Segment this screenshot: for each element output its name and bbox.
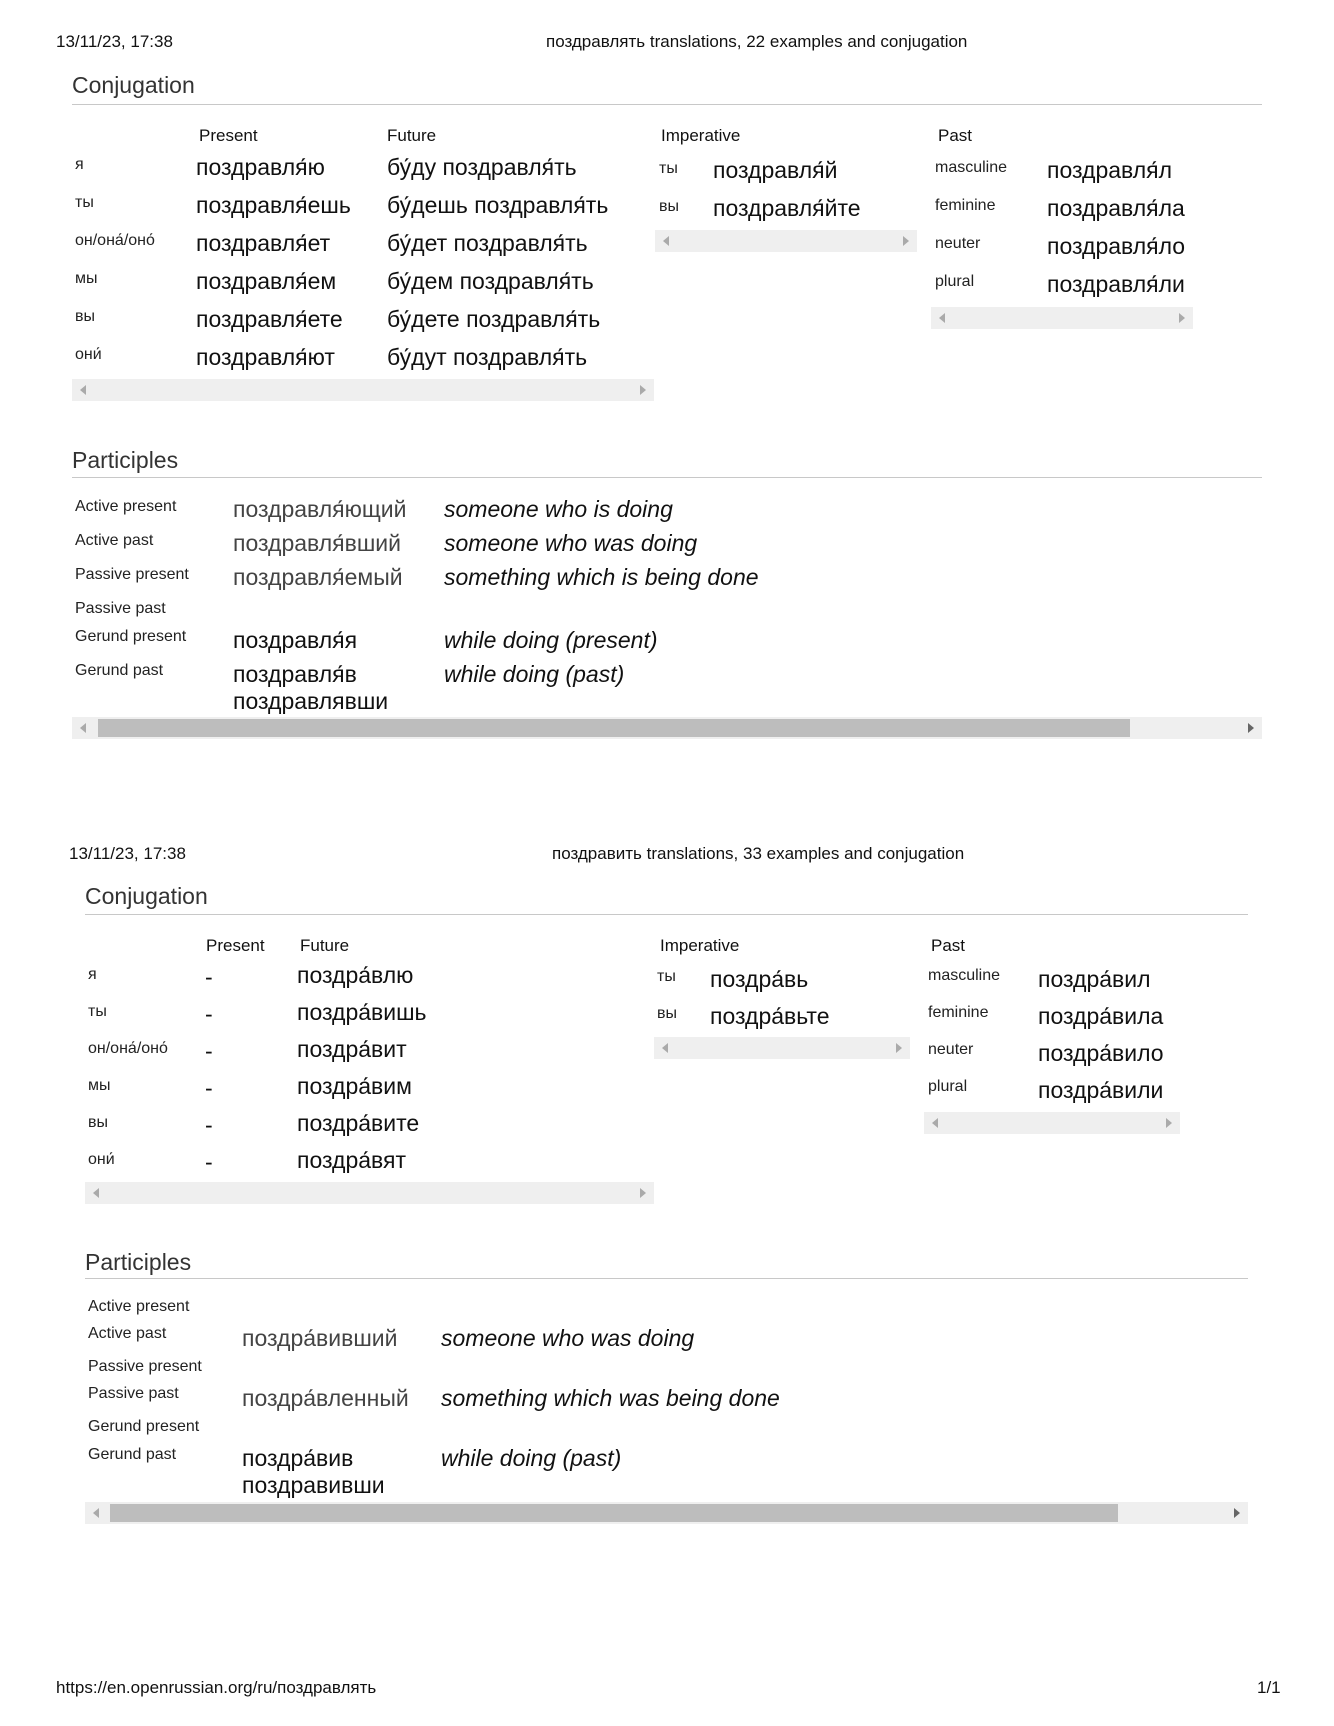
past-label: neuter — [928, 1041, 974, 1058]
future-form: поздра́вят — [297, 1147, 406, 1173]
col-header-past: Past — [931, 936, 966, 955]
print-page-title: поздравлять translations, 22 examples and conjugation — [546, 32, 968, 51]
col-header-past: Past — [938, 126, 973, 145]
scroll-left-icon[interactable] — [939, 313, 945, 323]
future-form: бу́дешь поздравля́ть — [387, 192, 609, 218]
future-form: бу́дете поздравля́ть — [387, 306, 601, 332]
past-label: feminine — [935, 197, 996, 214]
past-form: поздравля́ла — [1047, 195, 1185, 221]
past-label: plural — [928, 1078, 968, 1095]
participle-form: поздравля́ющий — [233, 496, 407, 522]
conjugation-scrollbar[interactable] — [85, 1182, 654, 1204]
participle-meaning: someone who was doing — [441, 1325, 695, 1351]
participle-meaning: something which was being done — [441, 1385, 780, 1411]
participle-meaning: while doing (present) — [444, 627, 658, 653]
present-form: - — [205, 1112, 213, 1138]
conjugation-heading: Conjugation — [72, 72, 195, 98]
col-header-present: Present — [206, 936, 265, 955]
participle-label: Gerund present — [75, 628, 187, 645]
participle-form: поздравля́я — [233, 627, 358, 653]
participle-form: поздра́вив — [242, 1445, 354, 1471]
imperative-form: поздравля́й — [713, 157, 838, 183]
past-label: masculine — [935, 159, 1008, 176]
participle-meaning: while doing (past) — [441, 1445, 622, 1471]
scroll-left-icon[interactable] — [662, 1043, 668, 1053]
pronoun: вы — [659, 198, 679, 215]
col-header-imperative: Imperative — [660, 936, 740, 955]
scroll-left-icon[interactable] — [80, 385, 86, 395]
imperative-form: поздра́вь — [710, 966, 809, 992]
scroll-left-icon[interactable] — [80, 723, 86, 733]
scroll-right-icon[interactable] — [903, 236, 909, 246]
pronoun: ты — [88, 1003, 107, 1020]
scrollbar-thumb[interactable] — [98, 719, 1130, 737]
scrollbar-thumb[interactable] — [110, 1504, 1118, 1522]
future-form: поздра́влю — [297, 962, 414, 988]
participle-form: поздравля́емый — [233, 564, 403, 590]
participle-form: поздра́вленный — [242, 1385, 409, 1411]
heading-divider — [72, 104, 1262, 105]
pronoun: он/она́/оно́ — [75, 232, 155, 249]
pronoun: они́ — [88, 1151, 115, 1168]
present-form: - — [205, 1001, 213, 1027]
past-label: masculine — [928, 967, 1001, 984]
print-datetime: 13/11/23, 17:38 — [56, 32, 173, 51]
participles-scrollbar[interactable] — [85, 1502, 1248, 1524]
participle-form: поздравля́вший — [233, 530, 401, 556]
col-header-imperative: Imperative — [661, 126, 741, 145]
participles-scrollbar[interactable] — [72, 717, 1262, 739]
scroll-left-icon[interactable] — [93, 1508, 99, 1518]
pronoun: мы — [75, 270, 98, 287]
present-form: - — [205, 964, 213, 990]
scroll-right-icon[interactable] — [640, 385, 646, 395]
future-form: поздра́вим — [297, 1073, 412, 1099]
participle-form: поздра́вивший — [242, 1325, 398, 1351]
future-form: бу́дет поздравля́ть — [387, 230, 588, 256]
scroll-right-icon[interactable] — [1234, 1508, 1240, 1518]
scroll-left-icon[interactable] — [93, 1188, 99, 1198]
past-label: neuter — [935, 235, 981, 252]
conjugation-scrollbar[interactable] — [72, 379, 654, 401]
pronoun: вы — [88, 1114, 108, 1131]
imperative-scrollbar[interactable] — [654, 1037, 910, 1059]
imperative-form: поздра́вьте — [710, 1003, 830, 1029]
participle-label: Gerund past — [88, 1446, 177, 1463]
present-form: поздравля́ем — [196, 268, 337, 294]
past-form: поздравля́ли — [1047, 271, 1185, 297]
participle-label: Active present — [75, 498, 177, 515]
pronoun: мы — [88, 1077, 111, 1094]
future-form: поздра́вит — [297, 1036, 407, 1062]
pronoun: я — [88, 966, 97, 983]
participle-form-alt: поздравивши — [242, 1472, 385, 1498]
participle-label: Passive present — [75, 566, 189, 583]
participle-meaning: something which is being done — [444, 564, 759, 590]
past-form: поздра́вило — [1038, 1040, 1164, 1066]
participle-label: Active past — [75, 532, 154, 549]
participle-label: Gerund present — [88, 1418, 200, 1435]
print-url[interactable]: https://en.openrussian.org/ru/поздравлять — [56, 1678, 377, 1697]
print-page-title: поздравить translations, 33 examples and conjugation — [552, 844, 965, 863]
present-form: - — [205, 1149, 213, 1175]
participles-heading: Participles — [72, 447, 179, 473]
imperative-scrollbar[interactable] — [655, 230, 917, 252]
scroll-right-icon[interactable] — [640, 1188, 646, 1198]
future-form: бу́дут поздравля́ть — [387, 344, 588, 370]
heading-divider — [85, 914, 1248, 915]
pronoun: ты — [75, 194, 94, 211]
heading-divider — [85, 1278, 1248, 1279]
scroll-left-icon[interactable] — [932, 1118, 938, 1128]
pronoun: вы — [657, 1005, 677, 1022]
scroll-right-icon[interactable] — [1248, 723, 1254, 733]
participles-heading: Participles — [85, 1249, 192, 1275]
past-form: поздравля́л — [1047, 157, 1173, 183]
conjugation-heading: Conjugation — [85, 883, 208, 909]
present-form: - — [205, 1038, 213, 1064]
past-scrollbar[interactable] — [931, 307, 1193, 329]
past-form: поздра́вил — [1038, 966, 1151, 992]
imperative-form: поздравля́йте — [713, 195, 861, 221]
pronoun: они́ — [75, 346, 102, 363]
past-form: поздра́вили — [1038, 1077, 1164, 1103]
pronoun: вы — [75, 308, 95, 325]
past-scrollbar[interactable] — [924, 1112, 1180, 1134]
participle-form-alt: поздравлявши — [233, 688, 389, 714]
participle-form: поздравля́в — [233, 661, 357, 687]
participle-meaning: while doing (past) — [444, 661, 625, 687]
col-header-future: Future — [300, 936, 350, 955]
future-form: поздра́вите — [297, 1110, 420, 1136]
past-label: plural — [935, 273, 975, 290]
future-form: поздра́вишь — [297, 999, 427, 1025]
pronoun: ты — [659, 160, 678, 177]
present-form: поздравля́ешь — [196, 192, 351, 218]
print-page-number: 1/1 — [1257, 1678, 1281, 1697]
scroll-right-icon[interactable] — [1166, 1118, 1172, 1128]
future-form: бу́дем поздравля́ть — [387, 268, 594, 294]
participle-meaning: someone who was doing — [444, 530, 698, 556]
scroll-right-icon[interactable] — [1179, 313, 1185, 323]
pronoun: он/она́/оно́ — [88, 1040, 168, 1057]
past-form: поздра́вила — [1038, 1003, 1164, 1029]
scroll-right-icon[interactable] — [896, 1043, 902, 1053]
participle-label: Passive present — [88, 1358, 202, 1375]
pronoun: ты — [657, 968, 676, 985]
col-header-present: Present — [199, 126, 258, 145]
participle-label: Passive past — [88, 1385, 179, 1402]
participle-label: Passive past — [75, 600, 166, 617]
pronoun: я — [75, 156, 84, 173]
participle-meaning: someone who is doing — [444, 496, 673, 522]
participle-label: Active present — [88, 1298, 190, 1315]
print-datetime: 13/11/23, 17:38 — [69, 844, 186, 863]
present-form: - — [205, 1075, 213, 1101]
future-form: бу́ду поздравля́ть — [387, 154, 577, 180]
present-form: поздравля́ет — [196, 230, 331, 256]
scroll-left-icon[interactable] — [663, 236, 669, 246]
present-form: поздравля́ют — [196, 344, 335, 370]
past-label: feminine — [928, 1004, 989, 1021]
participle-label: Active past — [88, 1325, 167, 1342]
col-header-future: Future — [387, 126, 437, 145]
present-form: поздравля́ете — [196, 306, 343, 332]
past-form: поздравля́ло — [1047, 233, 1186, 259]
participle-label: Gerund past — [75, 662, 164, 679]
present-form: поздравля́ю — [196, 154, 325, 180]
heading-divider — [72, 477, 1262, 478]
